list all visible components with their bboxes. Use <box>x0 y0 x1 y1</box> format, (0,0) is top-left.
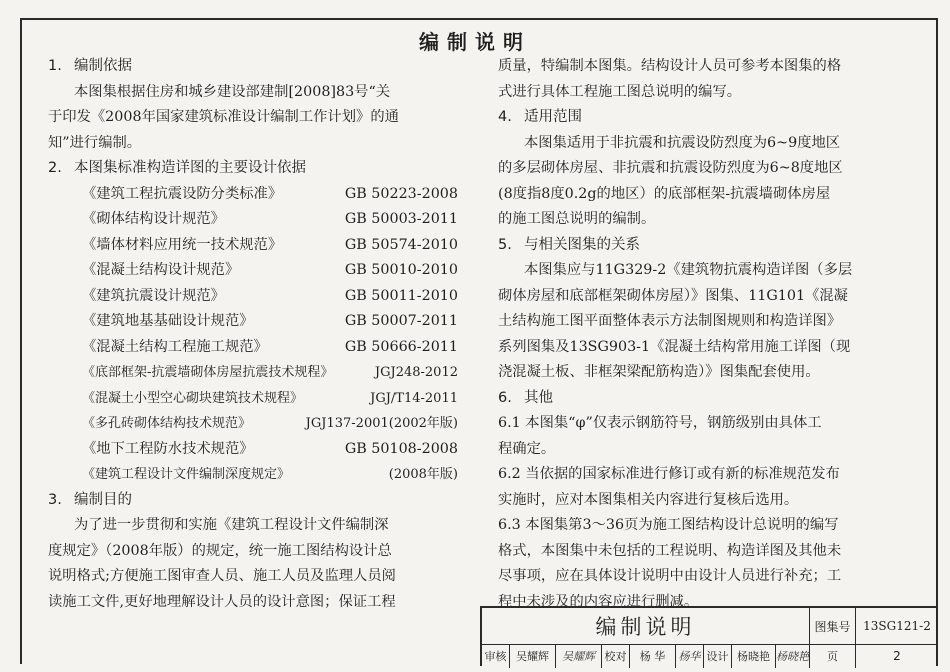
standard-name: 《建筑工程设计文件编制深度规定》 <box>82 467 291 482</box>
review-label: 审核 <box>482 644 510 668</box>
paragraph-line: 格式，本图集中未包括的工程说明、构造详图及其他未 <box>498 542 842 559</box>
section-title: 编制依据 <box>74 58 132 74</box>
atlas-number-label: 图集号 <box>810 608 856 644</box>
paragraph-line: 系列图集及13SG903-1《混凝土结构常用施工详图（现 <box>498 338 851 355</box>
design-label: 设计 <box>704 644 732 668</box>
left-column <box>48 54 468 615</box>
section-1-heading <box>48 54 468 80</box>
paragraph-line: 的施工图总说明的编制。 <box>498 211 656 227</box>
standard-name: 《混凝土结构工程施工规范》 <box>82 338 268 355</box>
checker-signature: 杨华 <box>676 644 704 668</box>
section-number: 5. <box>498 236 512 253</box>
standard-code: JGJ248-2012 <box>374 365 458 380</box>
section-4-heading <box>498 105 914 131</box>
paragraph-line: 质量，特编制本图集。结构设计人员可参考本图集的格 <box>498 58 842 74</box>
standard-name: 《砌体结构设计规范》 <box>82 211 225 227</box>
standard-item <box>48 360 468 386</box>
standard-item <box>48 258 468 284</box>
standard-code: GB 50223-2008 <box>344 185 458 202</box>
section-5-heading <box>498 233 914 259</box>
paragraph-line: 本图集根据住房和城乡建设部建制[2008]83号“关 <box>74 83 391 100</box>
page-title: 编制说明 <box>419 30 531 54</box>
section-6-heading <box>498 386 914 412</box>
standard-code: JGJ137-2001(2002年版) <box>305 416 458 431</box>
reviewer-name: 吴耀辉 <box>510 644 556 668</box>
designer-name: 杨晓艳 <box>732 644 776 668</box>
standard-item <box>48 309 468 335</box>
standard-item <box>48 386 468 412</box>
paragraph-line: 于印发《2008年国家建筑标准设计编制工作计划》的通 <box>48 109 399 125</box>
paragraph-line: 砌体房屋和底部框架砌体房屋）》图集、11G101《混凝 <box>498 287 848 304</box>
standard-name: 《建筑抗震设计规范》 <box>82 287 225 304</box>
standard-code: GB 50003-2011 <box>344 211 458 227</box>
section-title: 与相关图集的关系 <box>524 236 640 253</box>
standard-code: GB 50007-2011 <box>344 313 458 329</box>
paragraph-line: 读施工文件,更好地理解设计人员的设计意图；保证工程 <box>48 593 396 610</box>
standard-code: GB 50108-2008 <box>344 440 458 457</box>
paragraph-line: 的多层砌体房屋、非抗震和抗震设防烈度为6~8度地区 <box>498 160 843 176</box>
standard-name: 《混凝土小型空心砌块建筑技术规程》 <box>82 390 304 406</box>
paragraph-line: 6.3 本图集第3～36页为施工图结构设计总说明的编写 <box>498 517 839 533</box>
standard-name: 《墙体材料应用统一技术规范》 <box>82 236 283 253</box>
paragraph-line: 程中未涉及的内容应进行删减。 <box>498 593 699 610</box>
standard-code: GB 50011-2010 <box>344 287 458 304</box>
section-number: 6. <box>498 389 512 406</box>
checker-name: 杨 华 <box>630 644 676 668</box>
standard-code: (2008年版) <box>388 467 458 482</box>
standard-name: 《建筑工程抗震设防分类标准》 <box>82 185 283 202</box>
section-number: 4. <box>498 109 512 125</box>
standard-name: 《底部框架-抗震墙砌体房屋抗震技术规程》 <box>82 365 334 380</box>
title-block-top-row <box>482 608 936 645</box>
paragraph-line: 知”进行编制。 <box>48 134 142 151</box>
atlas-number: 13SG121-2 <box>863 619 931 633</box>
standard-item <box>48 411 468 437</box>
paragraph-line: 说明格式;方便施工图审查人员、施工人员及监理人员阅 <box>48 568 396 584</box>
reviewer-signature: 吴耀辉 <box>556 644 602 668</box>
section-title: 其他 <box>524 389 553 406</box>
paragraph-line: (8度指8度0.2g的地区）的底部框架-抗震墙砌体房屋 <box>498 185 831 202</box>
standard-name: 《混凝土结构设计规范》 <box>82 262 240 278</box>
standard-name: 《建筑地基基础设计规范》 <box>82 313 254 329</box>
standard-item <box>48 335 468 361</box>
paragraph-line: 6.2 当依据的国家标准进行修订或有新的标准规范发布 <box>498 466 840 482</box>
paragraph-line: 尽事项，应在具体设计说明中由设计人员进行补充；工 <box>498 568 842 584</box>
section-number: 3. <box>48 491 62 508</box>
title-block-title: 编制说明 <box>482 608 810 644</box>
standard-item <box>48 207 468 233</box>
standard-name: 《多孔砖砌体结构技术规范》 <box>82 416 252 431</box>
title-block <box>480 606 938 666</box>
section-title: 本图集标准构造详图的主要设计依据 <box>74 160 306 176</box>
paragraph-line: 度规定》（2008年版）的规定，统一施工图结构设计总 <box>48 542 392 559</box>
standard-item <box>48 182 468 208</box>
paragraph-line: 程确定。 <box>498 440 556 457</box>
standard-code: GB 50574-2010 <box>344 236 458 253</box>
paragraph-line: 浇混凝土板、非框架梁配筋构造）》图集配套使用。 <box>498 364 820 380</box>
section-2-heading <box>48 156 468 182</box>
section-number: 2. <box>48 160 62 176</box>
right-column <box>498 54 914 615</box>
standard-name: 《地下工程防水技术规范》 <box>82 440 254 457</box>
paragraph-line: 为了进一步贯彻和实施《建筑工程设计文件编制深 <box>74 517 389 533</box>
title-block-bottom-row <box>482 644 936 668</box>
check-label: 校对 <box>602 644 630 668</box>
section-title: 适用范围 <box>524 109 582 125</box>
paragraph-line: 6.1 本图集“φ”仅表示钢筋符号，钢筋级别由具体工 <box>498 415 822 431</box>
section-3-heading <box>48 488 468 514</box>
standard-item <box>48 233 468 259</box>
paragraph-line: 本图集适用于非抗震和抗震设防烈度为6~9度地区 <box>524 134 841 151</box>
section-number: 1. <box>48 58 62 74</box>
standard-item <box>48 284 468 310</box>
paragraph-line: 实施时，应对本图集相关内容进行复核后选用。 <box>498 491 799 508</box>
standard-code: GB 50666-2011 <box>344 338 458 355</box>
standard-item <box>48 462 468 488</box>
paragraph-line: 土结构施工图平面整体表示方法制图规则和构造详图》 <box>498 313 842 329</box>
page-label: 页 <box>810 644 856 668</box>
paragraph-line: 式进行具体工程施工图总说明的编写。 <box>498 83 742 100</box>
standard-code: JGJ/T14-2011 <box>370 390 458 406</box>
designer-signature: 杨晓艳 <box>776 644 810 668</box>
section-title: 编制目的 <box>74 491 132 508</box>
standard-item <box>48 437 468 463</box>
page-number: 2 <box>893 649 901 663</box>
standard-code: GB 50010-2010 <box>344 262 458 278</box>
paragraph-line: 本图集应与11G329-2《建筑物抗震构造详图（多层 <box>524 262 853 278</box>
